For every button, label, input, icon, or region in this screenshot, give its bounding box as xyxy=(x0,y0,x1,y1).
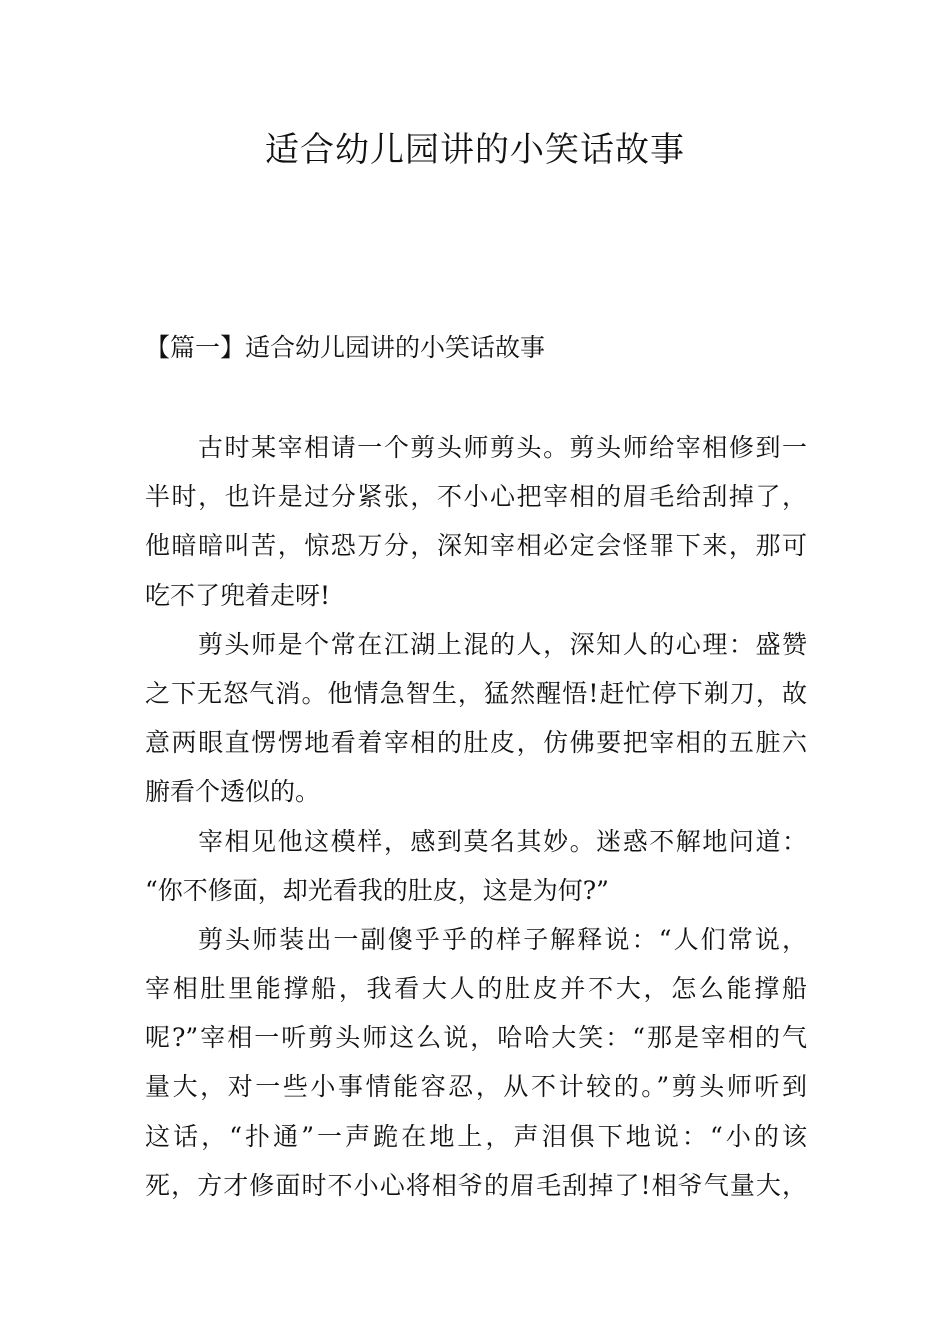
text-line: 之下无怒气消。他情急智生，猛然醒悟!赶忙停下剃刀，故 xyxy=(145,678,807,708)
text-line: 量大，对一些小事情能容忍，从不计较的。”剪头师听到 xyxy=(145,1072,807,1102)
text-line: 呢?”宰相一听剪头师这么说，哈哈大笑：“那是宰相的气 xyxy=(145,1023,807,1053)
text-line: 剪头师是个常在江湖上混的人，深知人的心理：盛赞 xyxy=(198,629,807,659)
page-title: 适合幼儿园讲的小笑话故事 xyxy=(265,130,685,170)
text-line: 古时某宰相请一个剪头师剪头。剪头师给宰相修到一 xyxy=(198,433,807,462)
section-heading: 【篇一】适合幼儿园讲的小笑话故事 xyxy=(145,333,546,362)
text-line: “你不修面，却光看我的肚皮，这是为何?” xyxy=(145,875,609,905)
text-line: 他暗暗叫苦，惊恐万分，深知宰相必定会怪罪下来，那可 xyxy=(145,531,807,561)
text-line: 死，方才修面时不小心将相爷的眉毛刮掉了!相爷气量大， xyxy=(145,1170,807,1200)
text-line: 这话，“扑通”一声跪在地上，声泪俱下地说：“小的该 xyxy=(145,1121,807,1151)
text-line: 宰相肚里能撑船，我看大人的肚皮并不大，怎么能撑船 xyxy=(145,974,807,1004)
body-text xyxy=(145,428,807,1215)
text-line: 剪头师装出一副傻乎乎的样子解释说：“人们常说， xyxy=(198,924,807,954)
text-line: 意两眼直愣愣地看着宰相的肚皮，仿佛要把宰相的五脏六 xyxy=(145,728,807,758)
text-line: 腑看个透似的。 xyxy=(145,777,321,807)
text-line: 半时，也许是过分紧张，不小心把宰相的眉毛给刮掉了， xyxy=(145,482,807,512)
text-line: 宰相见他这模样，感到莫名其妙。迷惑不解地问道： xyxy=(198,826,807,856)
text-line: 吃不了兜着走呀! xyxy=(145,580,331,610)
